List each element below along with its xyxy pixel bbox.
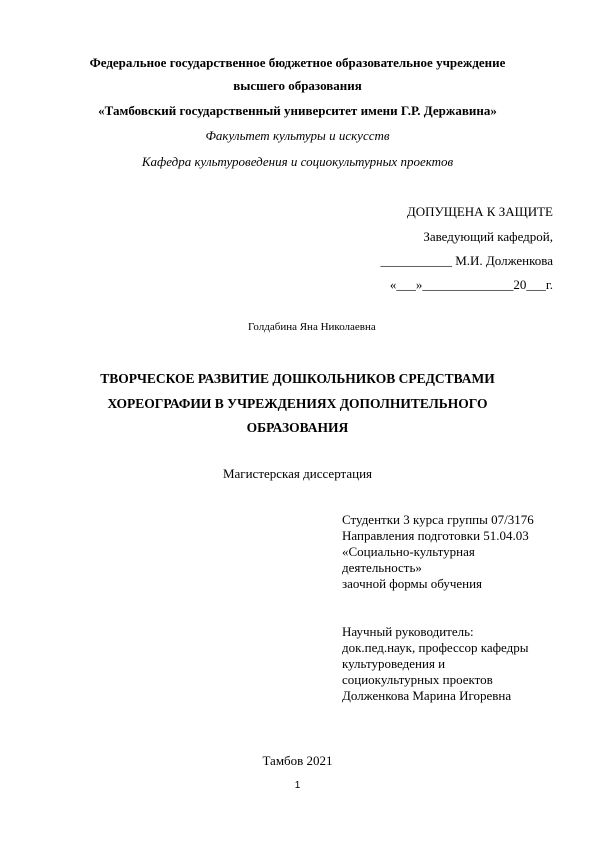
approval-date-line: «___»______________20___г.	[389, 277, 553, 292]
page-number: 1	[294, 780, 301, 791]
author-name: Голдабина Яна Николаевна	[248, 321, 376, 333]
work-type: Магистерская диссертация	[222, 466, 373, 481]
student-info	[342, 512, 572, 592]
institution-line-1: Федеральное государственное бюджетное образовательное учреждение	[89, 55, 506, 70]
student-info-line: деятельность»	[342, 560, 422, 575]
university-name: «Тамбовский государственный университет имени Г.Р. Державина»	[98, 103, 497, 118]
thesis-title-line-2: ХОРЕОГРАФИИ В УЧРЕЖДЕНИЯХ ДОПОЛНИТЕЛЬНОГО	[107, 396, 488, 411]
approval-heading: ДОПУЩЕНА К ЗАЩИТЕ	[406, 204, 553, 219]
student-info-line: заочной формы обучения	[342, 576, 483, 591]
student-info-line: Направления подготовки 51.04.03	[342, 528, 529, 543]
approval-signature-line: ___________ М.И. Долженкова	[380, 253, 553, 268]
student-info-line: «Социально-культурная	[342, 544, 475, 559]
student-info-line: Студентки 3 курса группы 07/3176	[342, 512, 534, 527]
supervisor-info	[342, 624, 572, 704]
supervisor-info-line: Долженкова Марина Игоревна	[342, 688, 512, 703]
faculty-name: Факультет культуры и искусств	[205, 128, 390, 143]
thesis-title-line-1: ТВОРЧЕСКОЕ РАЗВИТИЕ ДОШКОЛЬНИКОВ СРЕДСТВАМИ	[100, 371, 495, 386]
department-name: Кафедра культуроведения и социокультурных проектов	[141, 154, 454, 169]
supervisor-info-line: культуроведения и	[342, 656, 446, 671]
thesis-title-line-3: ОБРАЗОВАНИЯ	[246, 420, 349, 435]
supervisor-info-line: социокультурных проектов	[342, 672, 493, 687]
approval-head-title: Заведующий кафедрой,	[423, 229, 553, 244]
supervisor-info-line: док.пед.наук, профессор кафедры	[342, 640, 529, 655]
city-year: Тамбов 2021	[262, 753, 333, 768]
supervisor-info-line: Научный руководитель:	[342, 624, 474, 639]
institution-line-2: высшего образования	[233, 78, 362, 93]
